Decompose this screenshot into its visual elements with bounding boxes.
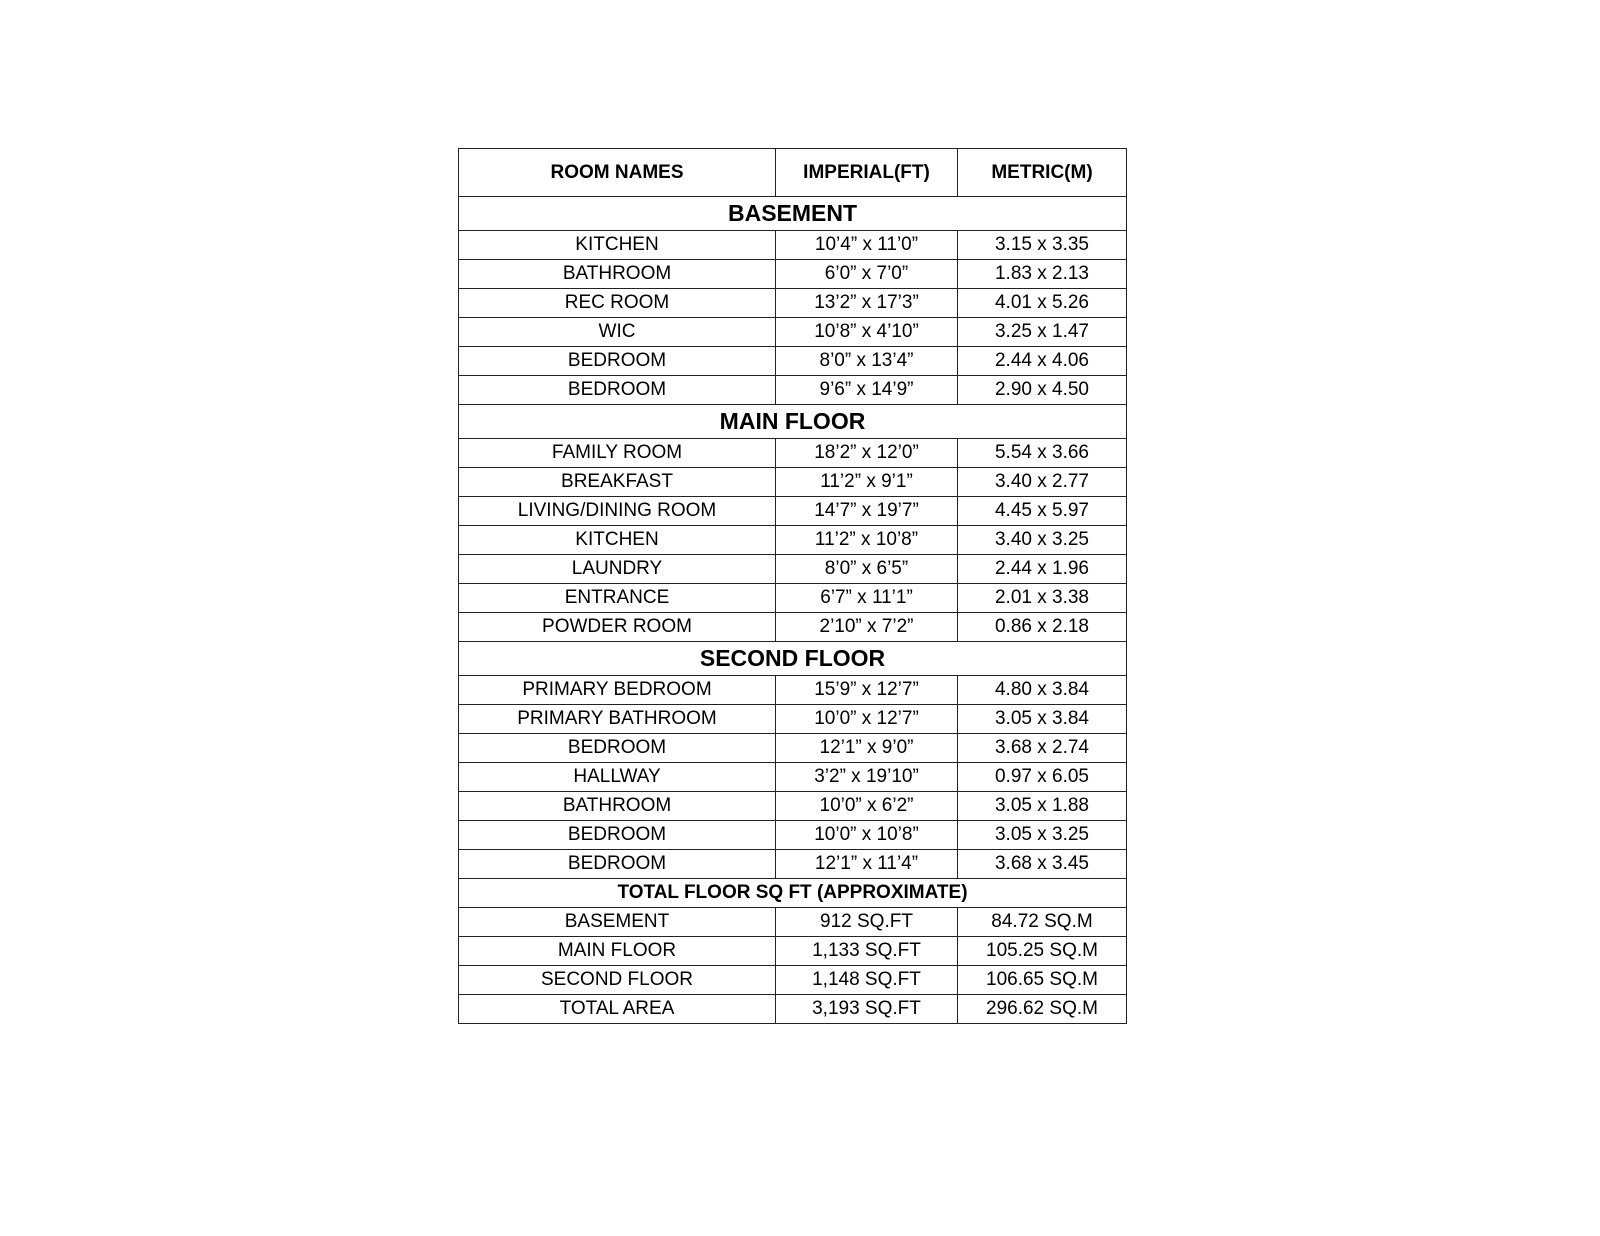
table-row bbox=[459, 439, 1127, 468]
table-row bbox=[459, 260, 1127, 289]
cell-imperial: 15’9” x 12’7” bbox=[776, 676, 958, 705]
cell-room-name: REC ROOM bbox=[459, 289, 776, 318]
cell-room-name: PRIMARY BEDROOM bbox=[459, 676, 776, 705]
section-title: SECOND FLOOR bbox=[459, 642, 1127, 676]
cell-imperial: 10’0” x 10’8” bbox=[776, 821, 958, 850]
section-title: TOTAL FLOOR SQ FT (APPROXIMATE) bbox=[459, 879, 1127, 908]
table-row bbox=[459, 497, 1127, 526]
table-row bbox=[459, 850, 1127, 879]
cell-imperial: 2’10” x 7’2” bbox=[776, 613, 958, 642]
cell-imperial: 1,133 SQ.FT bbox=[776, 937, 958, 966]
cell-room-name: BATHROOM bbox=[459, 792, 776, 821]
section-title: MAIN FLOOR bbox=[459, 405, 1127, 439]
cell-imperial: 3’2” x 19’10” bbox=[776, 763, 958, 792]
header-imperial: IMPERIAL(FT) bbox=[776, 149, 958, 197]
cell-metric: 2.90 x 4.50 bbox=[958, 376, 1127, 405]
cell-room-name: POWDER ROOM bbox=[459, 613, 776, 642]
cell-room-name: HALLWAY bbox=[459, 763, 776, 792]
cell-imperial: 12’1” x 9’0” bbox=[776, 734, 958, 763]
cell-imperial: 13’2” x 17’3” bbox=[776, 289, 958, 318]
cell-room-name: BEDROOM bbox=[459, 850, 776, 879]
cell-imperial: 8’0” x 6’5” bbox=[776, 555, 958, 584]
cell-room-name: BASEMENT bbox=[459, 908, 776, 937]
cell-imperial: 912 SQ.FT bbox=[776, 908, 958, 937]
header-room-names: ROOM NAMES bbox=[459, 149, 776, 197]
cell-room-name: TOTAL AREA bbox=[459, 995, 776, 1024]
cell-imperial: 10’8” x 4’10” bbox=[776, 318, 958, 347]
cell-imperial: 14’7” x 19’7” bbox=[776, 497, 958, 526]
cell-imperial: 3,193 SQ.FT bbox=[776, 995, 958, 1024]
cell-room-name: ENTRANCE bbox=[459, 584, 776, 613]
cell-metric: 3.68 x 3.45 bbox=[958, 850, 1127, 879]
header-metric: METRIC(M) bbox=[958, 149, 1127, 197]
table-row bbox=[459, 376, 1127, 405]
cell-room-name: BEDROOM bbox=[459, 376, 776, 405]
cell-metric: 2.44 x 4.06 bbox=[958, 347, 1127, 376]
cell-metric: 3.05 x 1.88 bbox=[958, 792, 1127, 821]
table-row bbox=[459, 347, 1127, 376]
cell-imperial: 12’1” x 11’4” bbox=[776, 850, 958, 879]
cell-metric: 3.05 x 3.25 bbox=[958, 821, 1127, 850]
table-row bbox=[459, 289, 1127, 318]
cell-metric: 106.65 SQ.M bbox=[958, 966, 1127, 995]
cell-imperial: 6’7” x 11’1” bbox=[776, 584, 958, 613]
table-row bbox=[459, 937, 1127, 966]
table-row bbox=[459, 231, 1127, 260]
section-basement bbox=[459, 197, 1127, 231]
cell-metric: 3.40 x 2.77 bbox=[958, 468, 1127, 497]
cell-room-name: MAIN FLOOR bbox=[459, 937, 776, 966]
cell-imperial: 9’6” x 14’9” bbox=[776, 376, 958, 405]
section-total-floor-sq-ft bbox=[459, 879, 1127, 908]
cell-metric: 3.40 x 3.25 bbox=[958, 526, 1127, 555]
cell-imperial: 10’4” x 11’0” bbox=[776, 231, 958, 260]
table-header-row bbox=[459, 149, 1127, 197]
cell-imperial: 10’0” x 6’2” bbox=[776, 792, 958, 821]
cell-imperial: 1,148 SQ.FT bbox=[776, 966, 958, 995]
cell-room-name: KITCHEN bbox=[459, 231, 776, 260]
table-row bbox=[459, 526, 1127, 555]
cell-metric: 4.45 x 5.97 bbox=[958, 497, 1127, 526]
table-body bbox=[459, 197, 1127, 1024]
section-title: BASEMENT bbox=[459, 197, 1127, 231]
section-main-floor bbox=[459, 405, 1127, 439]
cell-room-name: BEDROOM bbox=[459, 821, 776, 850]
cell-imperial: 11’2” x 9’1” bbox=[776, 468, 958, 497]
cell-room-name: BEDROOM bbox=[459, 734, 776, 763]
cell-room-name: FAMILY ROOM bbox=[459, 439, 776, 468]
cell-metric: 5.54 x 3.66 bbox=[958, 439, 1127, 468]
table-row bbox=[459, 555, 1127, 584]
cell-metric: 0.86 x 2.18 bbox=[958, 613, 1127, 642]
cell-room-name: PRIMARY BATHROOM bbox=[459, 705, 776, 734]
cell-metric: 4.01 x 5.26 bbox=[958, 289, 1127, 318]
room-dimensions-table bbox=[458, 148, 1127, 1024]
cell-room-name: KITCHEN bbox=[459, 526, 776, 555]
table-row bbox=[459, 995, 1127, 1024]
section-second-floor bbox=[459, 642, 1127, 676]
cell-metric: 105.25 SQ.M bbox=[958, 937, 1127, 966]
cell-imperial: 8’0” x 13’4” bbox=[776, 347, 958, 376]
cell-imperial: 18’2” x 12’0” bbox=[776, 439, 958, 468]
cell-metric: 2.01 x 3.38 bbox=[958, 584, 1127, 613]
table-row bbox=[459, 908, 1127, 937]
table-row bbox=[459, 792, 1127, 821]
table-row bbox=[459, 676, 1127, 705]
cell-metric: 84.72 SQ.M bbox=[958, 908, 1127, 937]
cell-room-name: BREAKFAST bbox=[459, 468, 776, 497]
table-row bbox=[459, 763, 1127, 792]
table-row bbox=[459, 613, 1127, 642]
cell-metric: 0.97 x 6.05 bbox=[958, 763, 1127, 792]
cell-metric: 4.80 x 3.84 bbox=[958, 676, 1127, 705]
cell-room-name: WIC bbox=[459, 318, 776, 347]
table-row bbox=[459, 584, 1127, 613]
cell-metric: 2.44 x 1.96 bbox=[958, 555, 1127, 584]
cell-metric: 3.68 x 2.74 bbox=[958, 734, 1127, 763]
table-row bbox=[459, 734, 1127, 763]
cell-room-name: SECOND FLOOR bbox=[459, 966, 776, 995]
cell-imperial: 11’2” x 10’8” bbox=[776, 526, 958, 555]
table-row bbox=[459, 705, 1127, 734]
cell-metric: 1.83 x 2.13 bbox=[958, 260, 1127, 289]
cell-metric: 3.15 x 3.35 bbox=[958, 231, 1127, 260]
table-row bbox=[459, 821, 1127, 850]
cell-room-name: BEDROOM bbox=[459, 347, 776, 376]
cell-imperial: 6’0” x 7’0” bbox=[776, 260, 958, 289]
table-row bbox=[459, 318, 1127, 347]
cell-metric: 3.25 x 1.47 bbox=[958, 318, 1127, 347]
cell-metric: 3.05 x 3.84 bbox=[958, 705, 1127, 734]
cell-room-name: LIVING/DINING ROOM bbox=[459, 497, 776, 526]
cell-room-name: BATHROOM bbox=[459, 260, 776, 289]
cell-room-name: LAUNDRY bbox=[459, 555, 776, 584]
table-row bbox=[459, 966, 1127, 995]
table-row bbox=[459, 468, 1127, 497]
cell-metric: 296.62 SQ.M bbox=[958, 995, 1127, 1024]
cell-imperial: 10’0” x 12’7” bbox=[776, 705, 958, 734]
